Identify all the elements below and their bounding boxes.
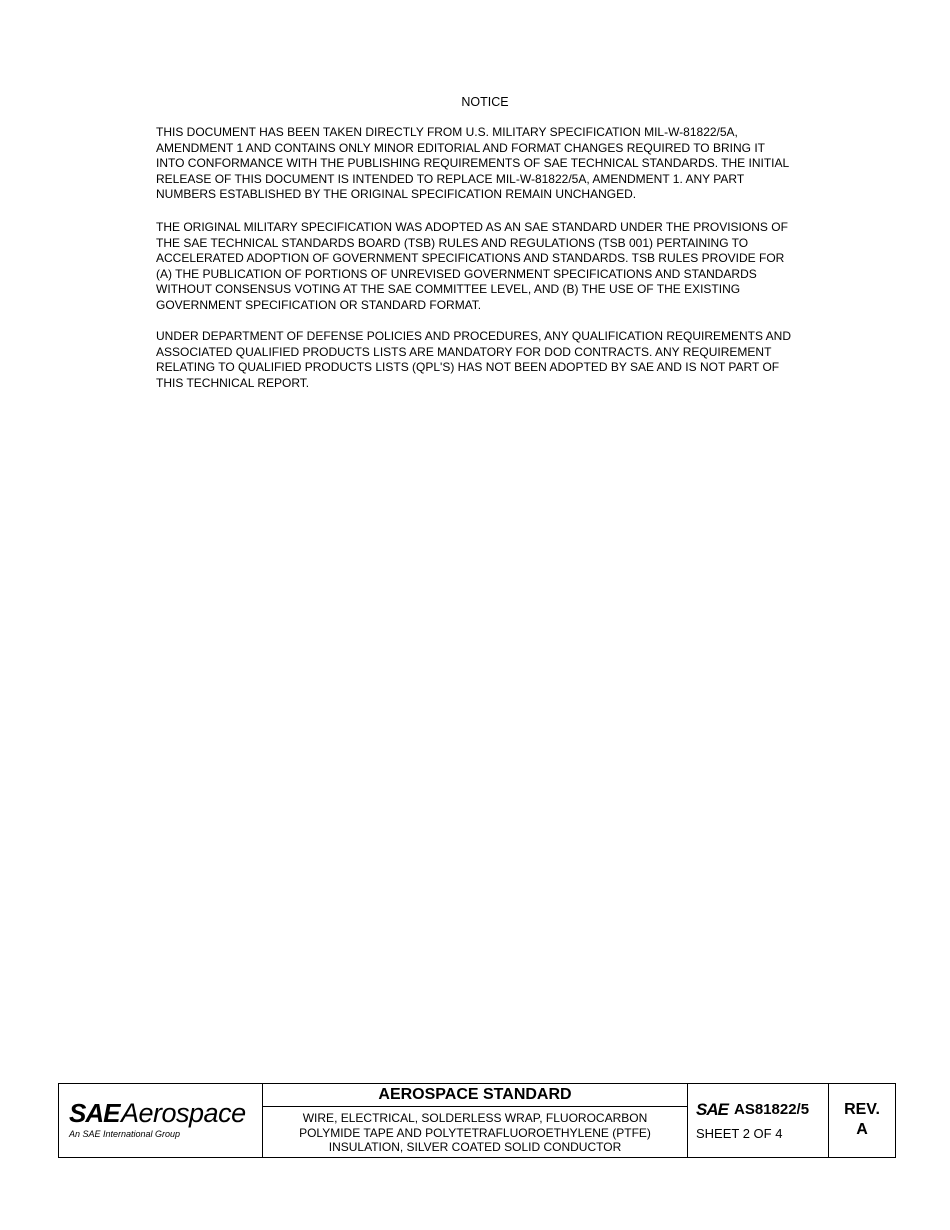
logo-cell [59,1084,263,1157]
revision-value: A [856,1121,868,1138]
paragraph-line: GOVERNMENT SPECIFICATION OR STANDARD FORMAT. [156,297,482,312]
notice-paragraph-1 [156,125,816,203]
notice-paragraph-3 [156,329,816,391]
document-number: AS81822/5 [734,1101,810,1118]
paragraph-line: AMENDMENT 1 AND CONTAINS ONLY MINOR EDITORIAL AND FORMAT CHANGES REQUIRED TO BRING IT [156,140,765,155]
sheet-number: SHEET 2 OF 4 [696,1126,783,1141]
standard-description [263,1107,687,1157]
document-number-cell [688,1084,829,1157]
standard-heading: AEROSPACE STANDARD [263,1084,687,1107]
paragraph-line: THIS TECHNICAL REPORT. [156,375,310,390]
description-line: WIRE, ELECTRICAL, SOLDERLESS WRAP, FLUOROCARBON [302,1111,648,1125]
paragraph-line: RELATING TO QUALIFIED PRODUCTS LISTS (QPL'S) HAS NOT BEEN ADOPTED BY SAE AND IS NOT PART OF [156,360,780,375]
paragraph-line: (A) THE PUBLICATION OF PORTIONS OF UNREVISED GOVERNMENT SPECIFICATIONS AND STANDARDS [156,266,757,281]
notice-title: NOTICE [461,95,509,109]
paragraph-line: ASSOCIATED QUALIFIED PRODUCTS LISTS ARE MANDATORY FOR DOD CONTRACTS. ANY REQUIREMENT [156,344,772,359]
paragraph-line: RELEASE OF THIS DOCUMENT IS INTENDED TO REPLACE MIL-W-81822/5A, AMENDMENT 1. ANY PART [156,171,745,186]
sae-small-logo-mark: SAE [696,1100,728,1119]
paragraph-line: THE ORIGINAL MILITARY SPECIFICATION WAS ADOPTED AS AN SAE STANDARD UNDER THE PROVISIONS OF [156,220,788,234]
revision-cell [829,1084,895,1157]
paragraph-line: UNDER DEPARTMENT OF DEFENSE POLICIES AND PROCEDURES, ANY QUALIFICATION REQUIREMENTS AND [156,329,791,343]
paragraph-line: ACCELERATED ADOPTION OF GOVERNMENT SPECIFICATIONS AND STANDARDS. TSB RULES PROVIDE FOR [156,251,785,266]
sae-logo-mark: SAE [69,1098,120,1128]
notice-paragraph-2 [156,220,816,314]
logo-tagline: An SAE International Group [69,1129,181,1139]
title-cell [263,1084,688,1157]
paragraph-line: INTO CONFORMANCE WITH THE PUBLISHING REQUIREMENTS OF SAE TECHNICAL STANDARDS. THE INITIAL [156,156,790,171]
description-line: INSULATION, SILVER COATED SOLID CONDUCTOR [328,1140,622,1154]
paragraph-line: WITHOUT CONSENSUS VOTING AT THE SAE COMMITTEE LEVEL, AND (B) THE USE OF THE EXISTING [156,282,741,297]
paragraph-line: THIS DOCUMENT HAS BEEN TAKEN DIRECTLY FROM U.S. MILITARY SPECIFICATION MIL-W-81822/5A, [156,125,738,139]
sae-logo-wordmark: Aerospace [121,1098,246,1128]
description-line: POLYMIDE TAPE AND POLYTETRAFLUOROETHYLENE (PTFE) [299,1125,651,1140]
title-block-footer [58,1083,896,1158]
paragraph-line: THE SAE TECHNICAL STANDARDS BOARD (TSB) RULES AND REGULATIONS (TSB 001) PERTAINING TO [156,235,749,250]
revision-label: REV. [844,1101,880,1118]
paragraph-line: NUMBERS ESTABLISHED BY THE ORIGINAL SPECIFICATION REMAIN UNCHANGED. [156,187,637,202]
